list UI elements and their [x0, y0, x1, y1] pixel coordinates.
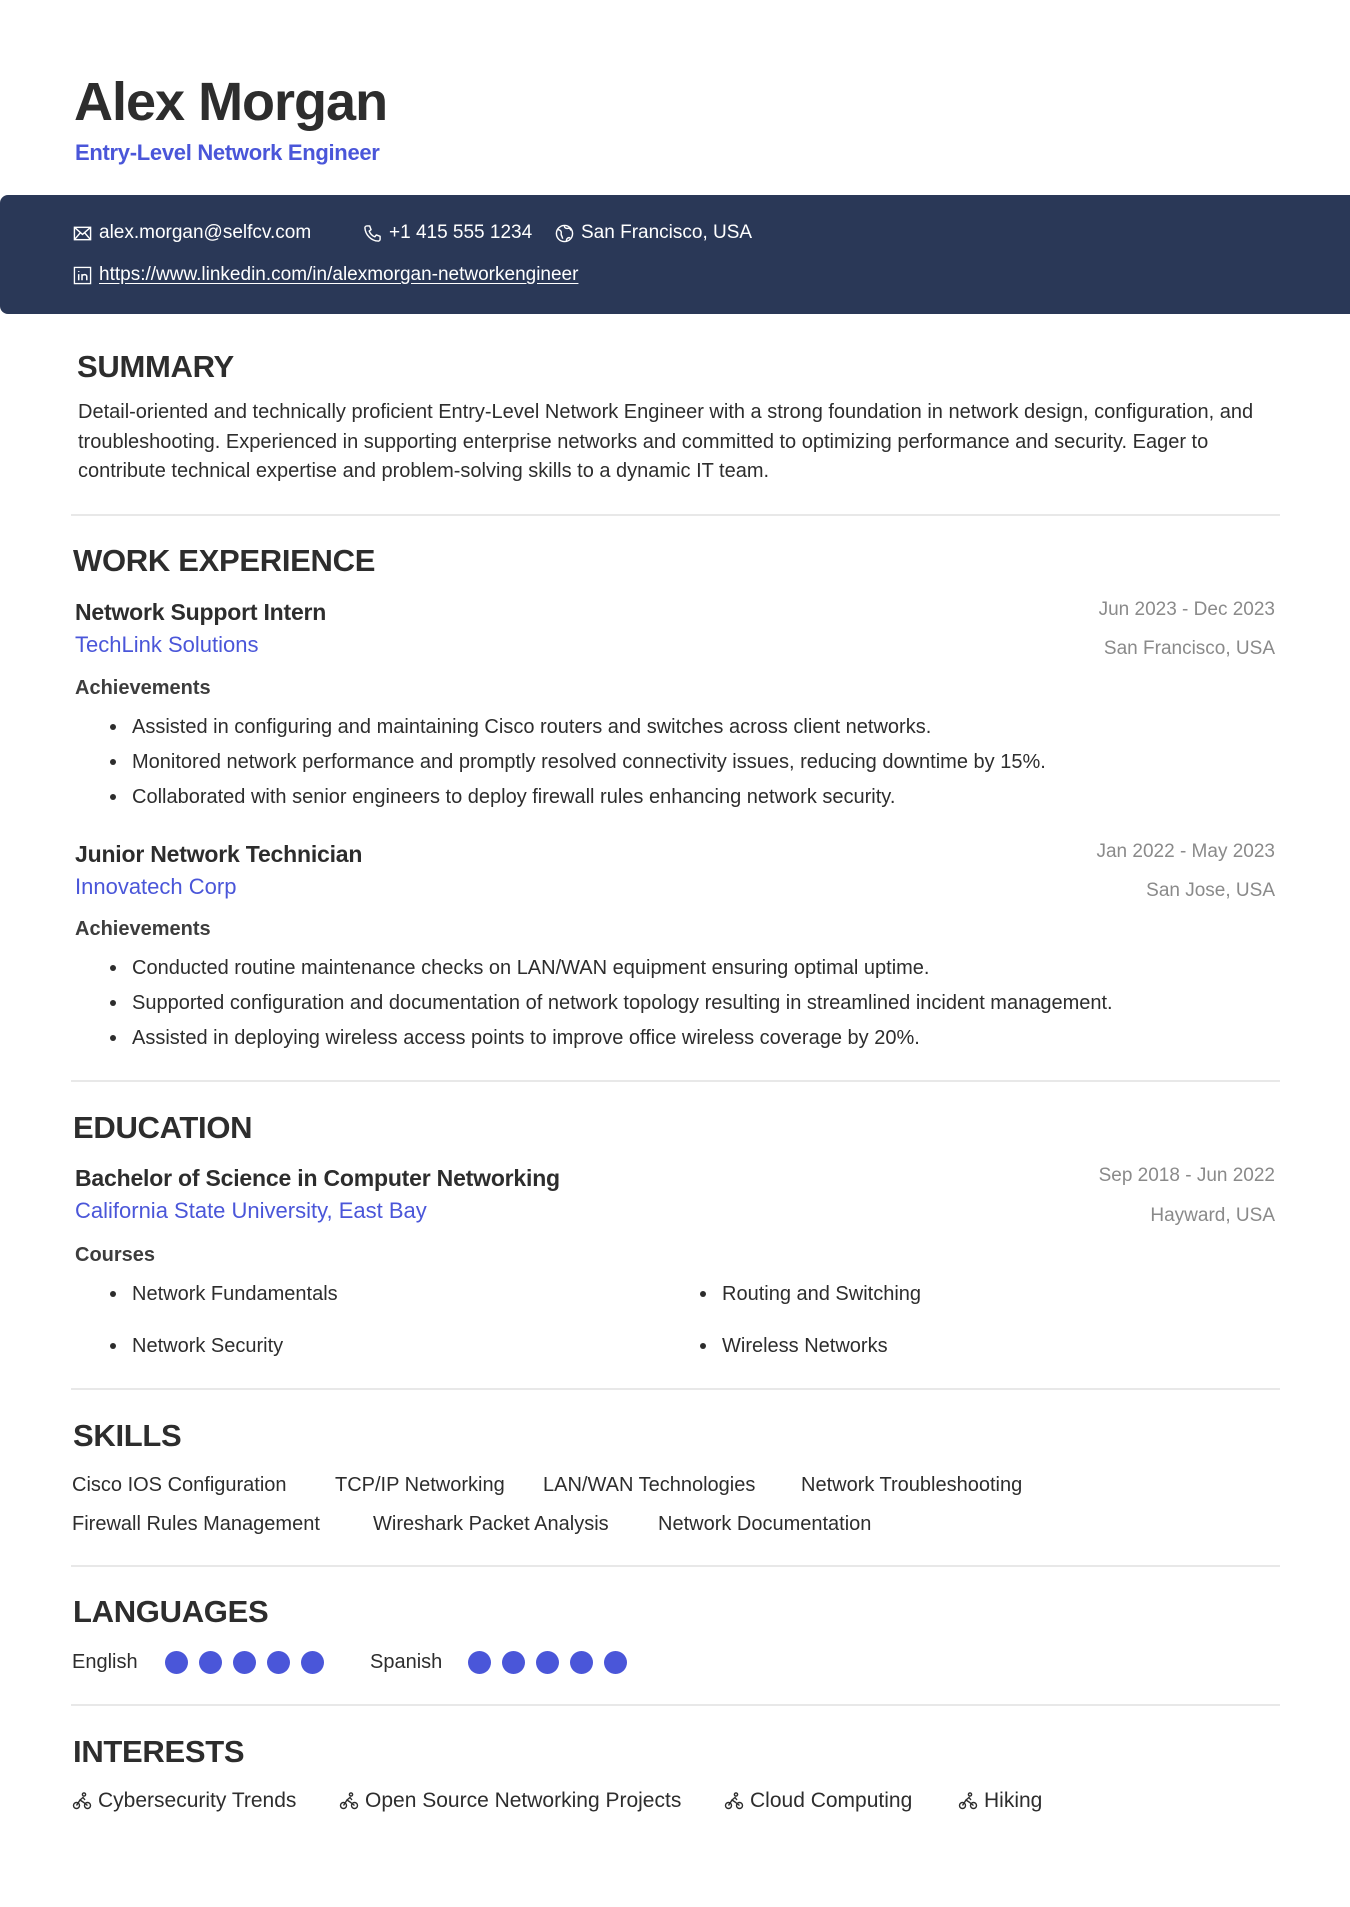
bullet-icon — [110, 1035, 116, 1041]
language-name: Spanish — [370, 1651, 443, 1673]
section-divider — [71, 1704, 1280, 1706]
course-item — [700, 1281, 921, 1307]
achievement-item — [110, 990, 1113, 1016]
job-company: TechLink Solutions — [75, 632, 259, 657]
job-location: San Francisco, USA — [1103, 638, 1275, 659]
contact-band — [0, 195, 1350, 314]
job-dates: Jan 2022 - May 2023 — [1096, 841, 1275, 862]
section-divider — [71, 1565, 1280, 1567]
interest-text: Cybersecurity Trends — [98, 1789, 297, 1812]
languages-heading: LANGUAGES — [73, 1594, 269, 1629]
proficiency-dot-icon — [570, 1651, 593, 1674]
interest-item — [339, 1788, 681, 1814]
contact-location — [555, 221, 752, 245]
interest-item — [72, 1788, 296, 1814]
bullet-icon — [110, 1343, 116, 1349]
bullet-icon — [700, 1343, 706, 1349]
cyclist-icon — [724, 1791, 744, 1811]
achievement-text: Collaborated with senior engineers to deploy firewall rules enhancing network security. — [132, 786, 896, 808]
contact-phone[interactable] — [363, 221, 532, 245]
course-item — [110, 1281, 338, 1307]
course-item — [110, 1333, 283, 1359]
language-item — [72, 1649, 335, 1675]
proficiency-dot-icon — [604, 1651, 627, 1674]
job-location: San Jose, USA — [1146, 880, 1275, 901]
candidate-name: Alex Morgan — [74, 72, 388, 132]
language-name: English — [72, 1651, 138, 1673]
summary-text: Detail-oriented and technically proficient Entry-Level Network Engineer with a strong foundation in network design, configuration, and troubleshooting. Experienced in supporting enterprise networks and committed to optimizing performance and security. Eager to contribute technical expertise and problem-solving skills to a dynamic IT team. — [78, 401, 1254, 482]
course-text: Routing and Switching — [722, 1283, 922, 1305]
interests-heading: INTERESTS — [73, 1734, 245, 1769]
cyclist-icon — [958, 1791, 978, 1811]
job-subheading: Achievements — [75, 918, 211, 940]
interest-text: Cloud Computing — [750, 1789, 913, 1812]
language-item — [370, 1649, 638, 1675]
cyclist-icon — [339, 1791, 359, 1811]
skill-item: LAN/WAN Technologies — [543, 1474, 756, 1496]
email-text: alex.morgan@selfcv.com — [99, 222, 312, 243]
summary-heading: SUMMARY — [77, 349, 234, 384]
achievement-text: Conducted routine maintenance checks on LAN/WAN equipment ensuring optimal uptime. — [132, 957, 930, 979]
globe-icon — [555, 224, 574, 243]
skill-item: Wireshark Packet Analysis — [373, 1513, 609, 1535]
phone-icon — [363, 224, 382, 243]
course-item — [700, 1333, 888, 1359]
proficiency-dot-icon — [233, 1651, 256, 1674]
course-text: Network Fundamentals — [132, 1283, 338, 1305]
bullet-icon — [700, 1291, 706, 1297]
skill-item: TCP/IP Networking — [335, 1474, 505, 1496]
interest-text: Hiking — [984, 1789, 1043, 1812]
school: California State University, East Bay — [75, 1198, 427, 1223]
proficiency-dot-icon — [502, 1651, 525, 1674]
bullet-icon — [110, 1000, 116, 1006]
interest-text: Open Source Networking Projects — [365, 1789, 682, 1812]
contact-linkedin[interactable] — [73, 263, 578, 287]
linkedin-link[interactable]: https://www.linkedin.com/in/alexmorgan-networkengineer — [99, 264, 579, 285]
education-location: Hayward, USA — [1150, 1205, 1275, 1226]
interest-item — [958, 1788, 1042, 1814]
job-subheading: Achievements — [75, 677, 211, 699]
section-divider — [71, 1080, 1280, 1082]
achievement-text: Assisted in configuring and maintaining Cisco routers and switches across client networks. — [132, 716, 932, 738]
candidate-title: Entry-Level Network Engineer — [75, 140, 380, 165]
interest-item — [724, 1788, 912, 1814]
course-text: Wireless Networks — [722, 1335, 888, 1357]
achievement-item — [110, 1025, 920, 1051]
section-divider — [71, 1388, 1280, 1390]
bullet-icon — [110, 724, 116, 730]
envelope-icon — [73, 224, 92, 243]
proficiency-dot-icon — [301, 1651, 324, 1674]
education-heading: EDUCATION — [73, 1110, 253, 1145]
course-text: Network Security — [132, 1335, 284, 1357]
skill-item: Cisco IOS Configuration — [72, 1474, 287, 1496]
achievement-item — [110, 784, 895, 810]
job-role: Network Support Intern — [75, 599, 327, 625]
achievement-text: Assisted in deploying wireless access points to improve office wireless coverage by 20%. — [132, 1027, 920, 1049]
proficiency-dot-icon — [536, 1651, 559, 1674]
courses-subheading: Courses — [75, 1244, 156, 1266]
achievement-item — [110, 955, 929, 981]
achievement-item — [110, 714, 931, 740]
achievement-text: Supported configuration and documentation of network topology resulting in streamlined incident management. — [132, 992, 1113, 1014]
bullet-icon — [110, 794, 116, 800]
bullet-icon — [110, 1291, 116, 1297]
achievement-text: Monitored network performance and promptly resolved connectivity issues, reducing downtime by 15%. — [132, 751, 1046, 773]
bullet-icon — [110, 965, 116, 971]
achievement-item — [110, 749, 1046, 775]
skill-item: Firewall Rules Management — [72, 1513, 320, 1535]
job-company: Innovatech Corp — [75, 874, 237, 899]
section-divider — [71, 514, 1280, 516]
skills-heading: SKILLS — [73, 1418, 182, 1453]
proficiency-dot-icon — [165, 1651, 188, 1674]
phone-text: +1 415 555 1234 — [389, 222, 533, 243]
skill-item: Network Troubleshooting — [801, 1474, 1023, 1496]
location-text: San Francisco, USA — [581, 222, 753, 243]
proficiency-dot-icon — [468, 1651, 491, 1674]
education-dates: Sep 2018 - Jun 2022 — [1098, 1165, 1275, 1186]
degree: Bachelor of Science in Computer Networking — [75, 1165, 560, 1191]
job-role: Junior Network Technician — [75, 841, 363, 867]
linkedin-icon — [73, 266, 92, 285]
skill-item: Network Documentation — [658, 1513, 872, 1535]
bullet-icon — [110, 759, 116, 765]
cyclist-icon — [72, 1791, 92, 1811]
proficiency-dot-icon — [267, 1651, 290, 1674]
contact-email[interactable] — [73, 221, 311, 245]
job-dates: Jun 2023 - Dec 2023 — [1098, 599, 1275, 620]
experience-heading: WORK EXPERIENCE — [73, 543, 376, 578]
proficiency-dot-icon — [199, 1651, 222, 1674]
